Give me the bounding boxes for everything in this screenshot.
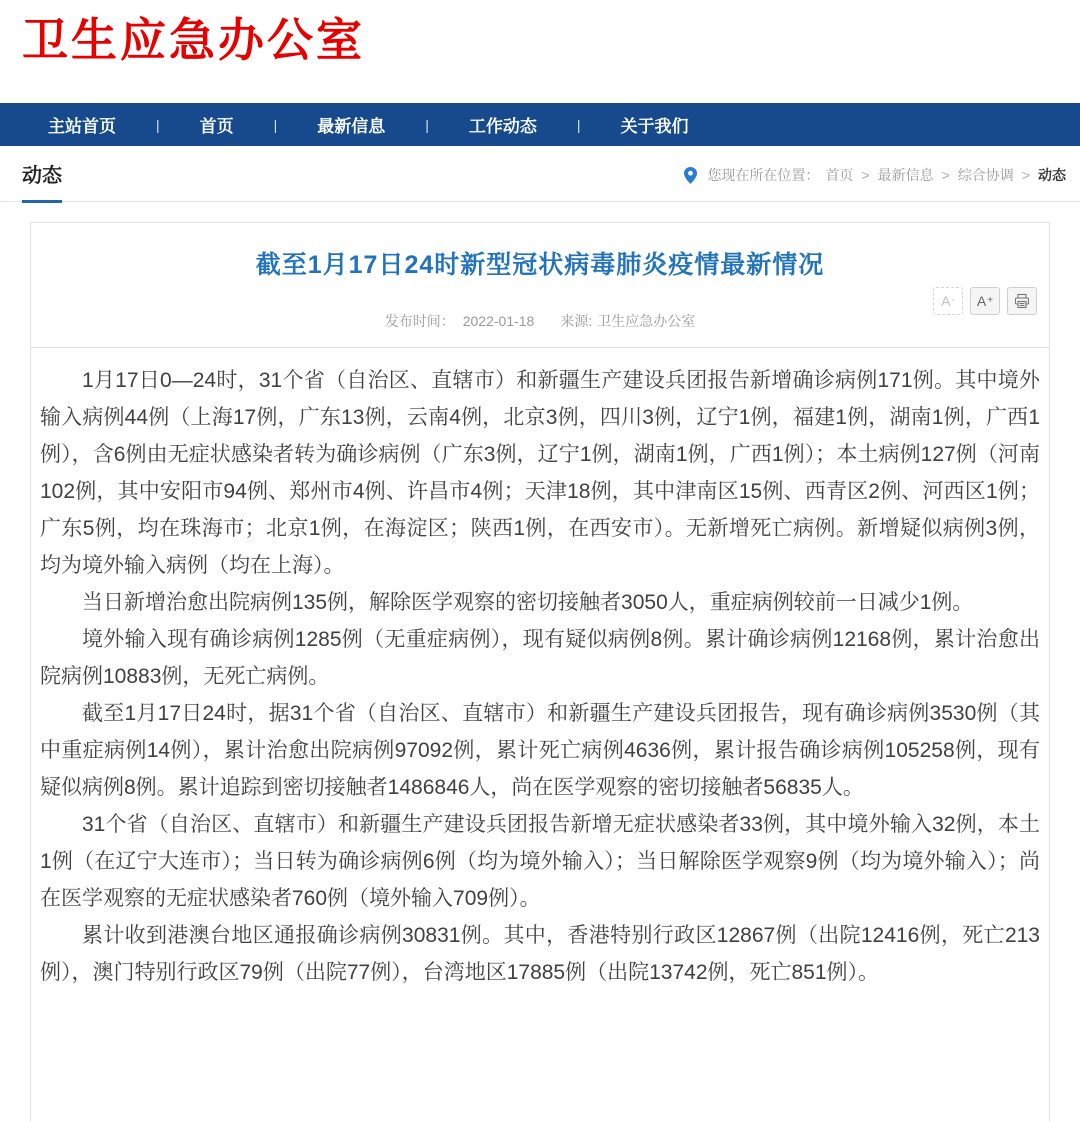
printer-icon — [1014, 293, 1030, 309]
font-decrease-button[interactable] — [933, 287, 963, 315]
breadcrumb-row — [0, 146, 1080, 202]
crumb-latest-info[interactable]: 最新信息 — [877, 167, 934, 183]
section-tab-dongtai[interactable]: 动态 — [22, 159, 62, 203]
source-label: 来源: — [560, 313, 593, 329]
crumb-home[interactable]: 首页 — [825, 167, 854, 183]
publish-time-label: 发布时间： — [384, 313, 455, 329]
font-increase-button[interactable] — [970, 287, 1000, 315]
nav-item-main-home[interactable]: 主站首页 — [48, 117, 116, 136]
body-paragraph: 31个省（自治区、直辖市）和新疆生产建设兵团报告新增无症状感染者33例，其中境外输入32例，本土1例（在辽宁大连市）；当日转为确诊病例6例（均为境外输入）；当日解除医学观察9例（均为境外输入）；尚在医学观察的无症状感染者760例（境外输入709例）。 — [40, 813, 1040, 910]
article-title: 截至1月17日24时新型冠状病毒肺炎疫情最新情况 — [255, 251, 825, 279]
crumb-comprehensive-coordination[interactable]: 综合协调 — [957, 167, 1014, 183]
body-paragraph: 截至1月17日24时，据31个省（自治区、直辖市）和新疆生产建设兵团报告，现有确诊病例3530例（其中重症病例14例），累计治愈出院病例97092例，累计死亡病例4636例，累计报告确诊病例105258例，现有疑似病例8例。累计追踪到密切接触者1486846人，尚在医学观察的密切接触者56835人。 — [40, 702, 1040, 799]
body-paragraph: 累计收到港澳台地区通报确诊病例30831例。其中，香港特别行政区12867例（出院12416例，死亡213例），澳门特别行政区79例（出院77例），台湾地区17885例（出院13742例，死亡851例）。 — [40, 924, 1040, 984]
font-increase-label: A — [976, 293, 987, 309]
nav-item-about-us[interactable]: 关于我们 — [620, 117, 689, 136]
crumb-separator: > — [1021, 167, 1030, 183]
location-label: 您现在所在位置： — [707, 167, 820, 183]
nav-separator: | — [425, 116, 429, 133]
nav-separator: | — [273, 116, 278, 133]
body-paragraph: 境外输入现有确诊病例1285例（无重症病例），现有疑似病例8例。累计确诊病例12168例，累计治愈出院病例10883例，无死亡病例。 — [40, 628, 1040, 688]
publish-date: 2022-01-18 — [462, 313, 535, 329]
nav-item-work-updates[interactable]: 工作动态 — [468, 117, 537, 136]
article-meta — [31, 311, 1049, 331]
font-increase-sign: + — [987, 295, 994, 306]
article-body — [31, 348, 1049, 991]
nav-separator: | — [576, 116, 581, 133]
nav-item-latest-info[interactable]: 最新信息 — [317, 117, 386, 136]
location-pin-icon — [684, 167, 697, 184]
crumb-current-dongtai: 动态 — [1038, 167, 1066, 183]
site-logo[interactable]: 卫生应急办公室 — [22, 14, 365, 66]
site-header — [0, 0, 1080, 103]
breadcrumb — [684, 165, 1066, 201]
article-card — [30, 222, 1050, 1122]
nav-item-home[interactable]: 首页 — [199, 117, 234, 136]
font-decrease-label: A — [941, 293, 951, 309]
crumb-separator: > — [861, 167, 870, 183]
print-button[interactable] — [1007, 287, 1037, 315]
nav-separator: | — [156, 116, 160, 133]
article-toolbar — [933, 287, 1037, 315]
source-value: 卫生应急办公室 — [597, 313, 696, 329]
font-decrease-sign: - — [951, 295, 955, 306]
main-nav — [0, 103, 1080, 146]
body-paragraph: 1月17日0—24时，31个省（自治区、直辖市）和新疆生产建设兵团报告新增确诊病例171例。其中境外输入病例44例（上海17例，广东13例，云南4例，北京3例，四川3例，辽宁1例，福建1例，湖南1例，广西1例），含6例由无症状感染者转为确诊病例（广东3例，辽宁1例，湖南1例，广西1例）；本土病例127例（河南102例，其中安阳市94例、郑州市4例、许昌市4例；天津18例，其中津南区15例、西青区2例、河西区1例；广东5例，均在珠海市；北京1例，在海淀区；陕西1例，在西安市）。无新增死亡病例。新增疑似病例3例，均为境外输入病例（均在上海）。 — [40, 369, 1040, 577]
crumb-separator: > — [941, 167, 950, 183]
body-paragraph: 当日新增治愈出院病例135例，解除医学观察的密切接触者3050人，重症病例较前一日减少1例。 — [82, 591, 974, 614]
